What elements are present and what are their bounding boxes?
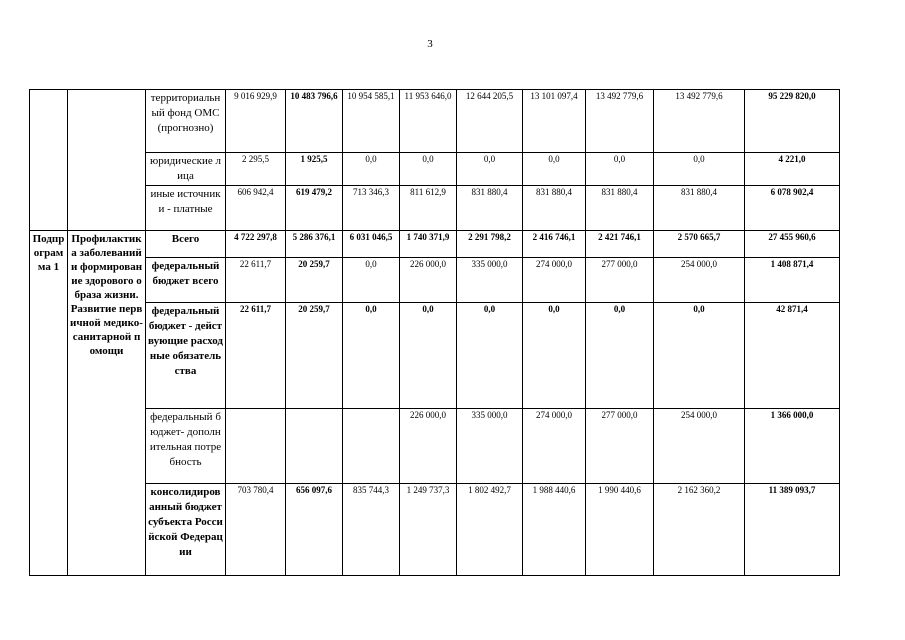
value-cell: 0,0: [343, 303, 400, 409]
table-row: [30, 231, 840, 258]
value-cell: 1 990 440,6: [586, 484, 654, 576]
value-cell: 254 000,0: [654, 258, 745, 303]
value-cell: 656 097,6: [286, 484, 343, 576]
table-row: [30, 484, 840, 576]
value-cell: 226 000,0: [400, 258, 457, 303]
value-cell: 254 000,0: [654, 409, 745, 484]
value-cell: 0,0: [400, 303, 457, 409]
value-cell: 0,0: [343, 153, 400, 186]
value-cell: [286, 409, 343, 484]
value-cell: 0,0: [654, 153, 745, 186]
value-cell: 10 954 585,1: [343, 90, 400, 153]
row-label: федеральный бюджет - действующие расходные обязательства: [146, 303, 226, 409]
row-label: иные источники - платные: [146, 186, 226, 231]
program-title: Профилактика заболеваний и формирование здорового образа жизни. Развитие первичной медико-санитарной помощи: [68, 231, 146, 576]
value-cell: 0,0: [400, 153, 457, 186]
value-cell: 0,0: [523, 153, 586, 186]
table-row: [30, 409, 840, 484]
row-label: территориальный фонд ОМС (прогнозно): [146, 90, 226, 153]
budget-table: [29, 89, 840, 576]
total-cell: 6 078 902,4: [745, 186, 840, 231]
value-cell: 1 925,5: [286, 153, 343, 186]
value-cell: 9 016 929,9: [226, 90, 286, 153]
total-cell: 95 229 820,0: [745, 90, 840, 153]
row-label: Всего: [146, 231, 226, 258]
table-row: [30, 258, 840, 303]
value-cell: 2 295,5: [226, 153, 286, 186]
value-cell: 20 259,7: [286, 303, 343, 409]
value-cell: 1 249 737,3: [400, 484, 457, 576]
value-cell: 4 722 297,8: [226, 231, 286, 258]
page-number: 3: [427, 38, 433, 50]
value-cell: 831 880,4: [586, 186, 654, 231]
value-cell: 274 000,0: [523, 258, 586, 303]
value-cell: 619 479,2: [286, 186, 343, 231]
value-cell: 606 942,4: [226, 186, 286, 231]
value-cell: 703 780,4: [226, 484, 286, 576]
value-cell: 226 000,0: [400, 409, 457, 484]
total-cell: 1 366 000,0: [745, 409, 840, 484]
value-cell: 811 612,9: [400, 186, 457, 231]
value-cell: 1 988 440,6: [523, 484, 586, 576]
value-cell: 10 483 796,6: [286, 90, 343, 153]
value-cell: 277 000,0: [586, 258, 654, 303]
value-cell: 2 162 360,2: [654, 484, 745, 576]
value-cell: 6 031 046,5: [343, 231, 400, 258]
value-cell: 12 644 205,5: [457, 90, 523, 153]
value-cell: 5 286 376,1: [286, 231, 343, 258]
value-cell: 713 346,3: [343, 186, 400, 231]
value-cell: 831 880,4: [654, 186, 745, 231]
value-cell: 335 000,0: [457, 409, 523, 484]
value-cell: 277 000,0: [586, 409, 654, 484]
value-cell: 2 421 746,1: [586, 231, 654, 258]
row-label: юридические лица: [146, 153, 226, 186]
total-cell: 1 408 871,4: [745, 258, 840, 303]
value-cell: 22 611,7: [226, 303, 286, 409]
row-label: федеральный бюджет всего: [146, 258, 226, 303]
value-cell: 13 492 779,6: [654, 90, 745, 153]
value-cell: 335 000,0: [457, 258, 523, 303]
row-label: консолидированный бюджет субъекта Российской Федерации: [146, 484, 226, 576]
value-cell: 13 101 097,4: [523, 90, 586, 153]
row-label: федеральный бюджет- дополнительная потребность: [146, 409, 226, 484]
total-cell: 27 455 960,6: [745, 231, 840, 258]
subprogram-code: Подпрограмма 1: [30, 231, 68, 576]
value-cell: [226, 409, 286, 484]
total-cell: 11 389 093,7: [745, 484, 840, 576]
value-cell: 0,0: [457, 303, 523, 409]
table-row: [30, 303, 840, 409]
table-row: [30, 153, 840, 186]
value-cell: 274 000,0: [523, 409, 586, 484]
value-cell: 0,0: [343, 258, 400, 303]
table-row: [30, 90, 840, 153]
value-cell: 831 880,4: [457, 186, 523, 231]
value-cell: 2 291 798,2: [457, 231, 523, 258]
total-cell: 42 871,4: [745, 303, 840, 409]
value-cell: 831 880,4: [523, 186, 586, 231]
value-cell: 0,0: [523, 303, 586, 409]
value-cell: 1 740 371,9: [400, 231, 457, 258]
value-cell: 22 611,7: [226, 258, 286, 303]
empty-cell: [68, 90, 146, 231]
value-cell: 835 744,3: [343, 484, 400, 576]
value-cell: 13 492 779,6: [586, 90, 654, 153]
value-cell: 20 259,7: [286, 258, 343, 303]
value-cell: 1 802 492,7: [457, 484, 523, 576]
value-cell: 11 953 646,0: [400, 90, 457, 153]
value-cell: 0,0: [457, 153, 523, 186]
empty-cell: [30, 90, 68, 231]
total-cell: 4 221,0: [745, 153, 840, 186]
value-cell: 2 416 746,1: [523, 231, 586, 258]
value-cell: [343, 409, 400, 484]
value-cell: 0,0: [586, 153, 654, 186]
table-row: [30, 186, 840, 231]
value-cell: 0,0: [654, 303, 745, 409]
value-cell: 2 570 665,7: [654, 231, 745, 258]
value-cell: 0,0: [586, 303, 654, 409]
